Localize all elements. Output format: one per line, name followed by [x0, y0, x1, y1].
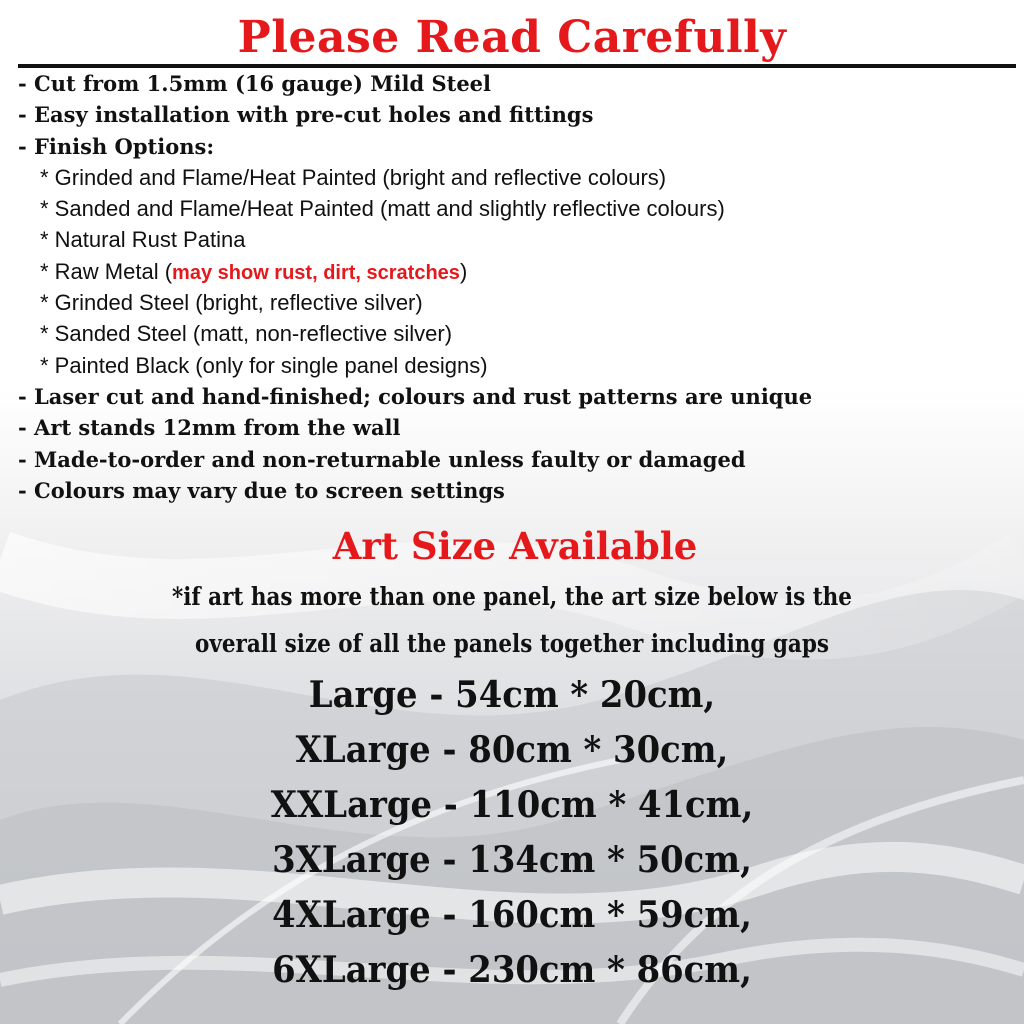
- finish-option-grinded-painted: * Grinded and Flame/Heat Painted (bright and reflective colours): [40, 164, 667, 190]
- finish-option-grinded-steel: * Grinded Steel (bright, reflective silver): [40, 290, 423, 316]
- spec-laser-cut: - Laser cut and hand-finished; colours and rust patterns are unique: [18, 383, 813, 409]
- sizes-note-line-2: overall size of all the panels together including gaps: [194, 629, 830, 658]
- size-list: [0, 668, 1024, 998]
- page-title: Please Read Carefully: [237, 12, 787, 63]
- finish-option-rust-patina: * Natural Rust Patina: [40, 227, 246, 253]
- spec-standoff: - Art stands 12mm from the wall: [18, 415, 401, 441]
- finish-option-sanded-steel: * Sanded Steel (matt, non-reflective silver): [40, 321, 453, 347]
- size-item-xxlarge: XXLarge - 110cm * 41cm,: [270, 784, 754, 826]
- raw-metal-suffix: ): [459, 258, 468, 284]
- size-item-large: Large - 54cm * 20cm,: [308, 674, 716, 716]
- finish-option-painted-black: * Painted Black (only for single panel designs): [40, 352, 488, 378]
- sizes-note-line-1: *if art has more than one panel, the art size below is the: [172, 582, 852, 611]
- spec-finish-heading: - Finish Options:: [18, 133, 215, 159]
- spec-installation: - Easy installation with pre-cut holes and fittings: [18, 102, 594, 128]
- spec-material: - Cut from 1.5mm (16 gauge) Mild Steel: [18, 71, 492, 96]
- spec-colour-note: - Colours may vary due to screen settings: [18, 477, 505, 503]
- finish-option-raw-metal: [18, 256, 1018, 287]
- finish-option-sanded-painted: * Sanded and Flame/Heat Painted (matt and slightly reflective colours): [40, 196, 725, 222]
- raw-metal-warning: may show rust, dirt, scratches: [172, 261, 460, 284]
- spec-returns: - Made-to-order and non-returnable unless faulty or damaged: [18, 446, 746, 472]
- specification-list: [18, 68, 1018, 506]
- size-item-6xlarge: 6XLarge - 230cm * 86cm,: [272, 949, 752, 991]
- size-item-xlarge: XLarge - 80cm * 30cm,: [295, 729, 729, 771]
- size-item-3xlarge: 3XLarge - 134cm * 50cm,: [272, 839, 752, 881]
- sizes-heading: Art Size Available: [332, 524, 698, 568]
- raw-metal-label: * Raw Metal (: [40, 258, 173, 284]
- size-item-4xlarge: 4XLarge - 160cm * 59cm,: [272, 894, 752, 936]
